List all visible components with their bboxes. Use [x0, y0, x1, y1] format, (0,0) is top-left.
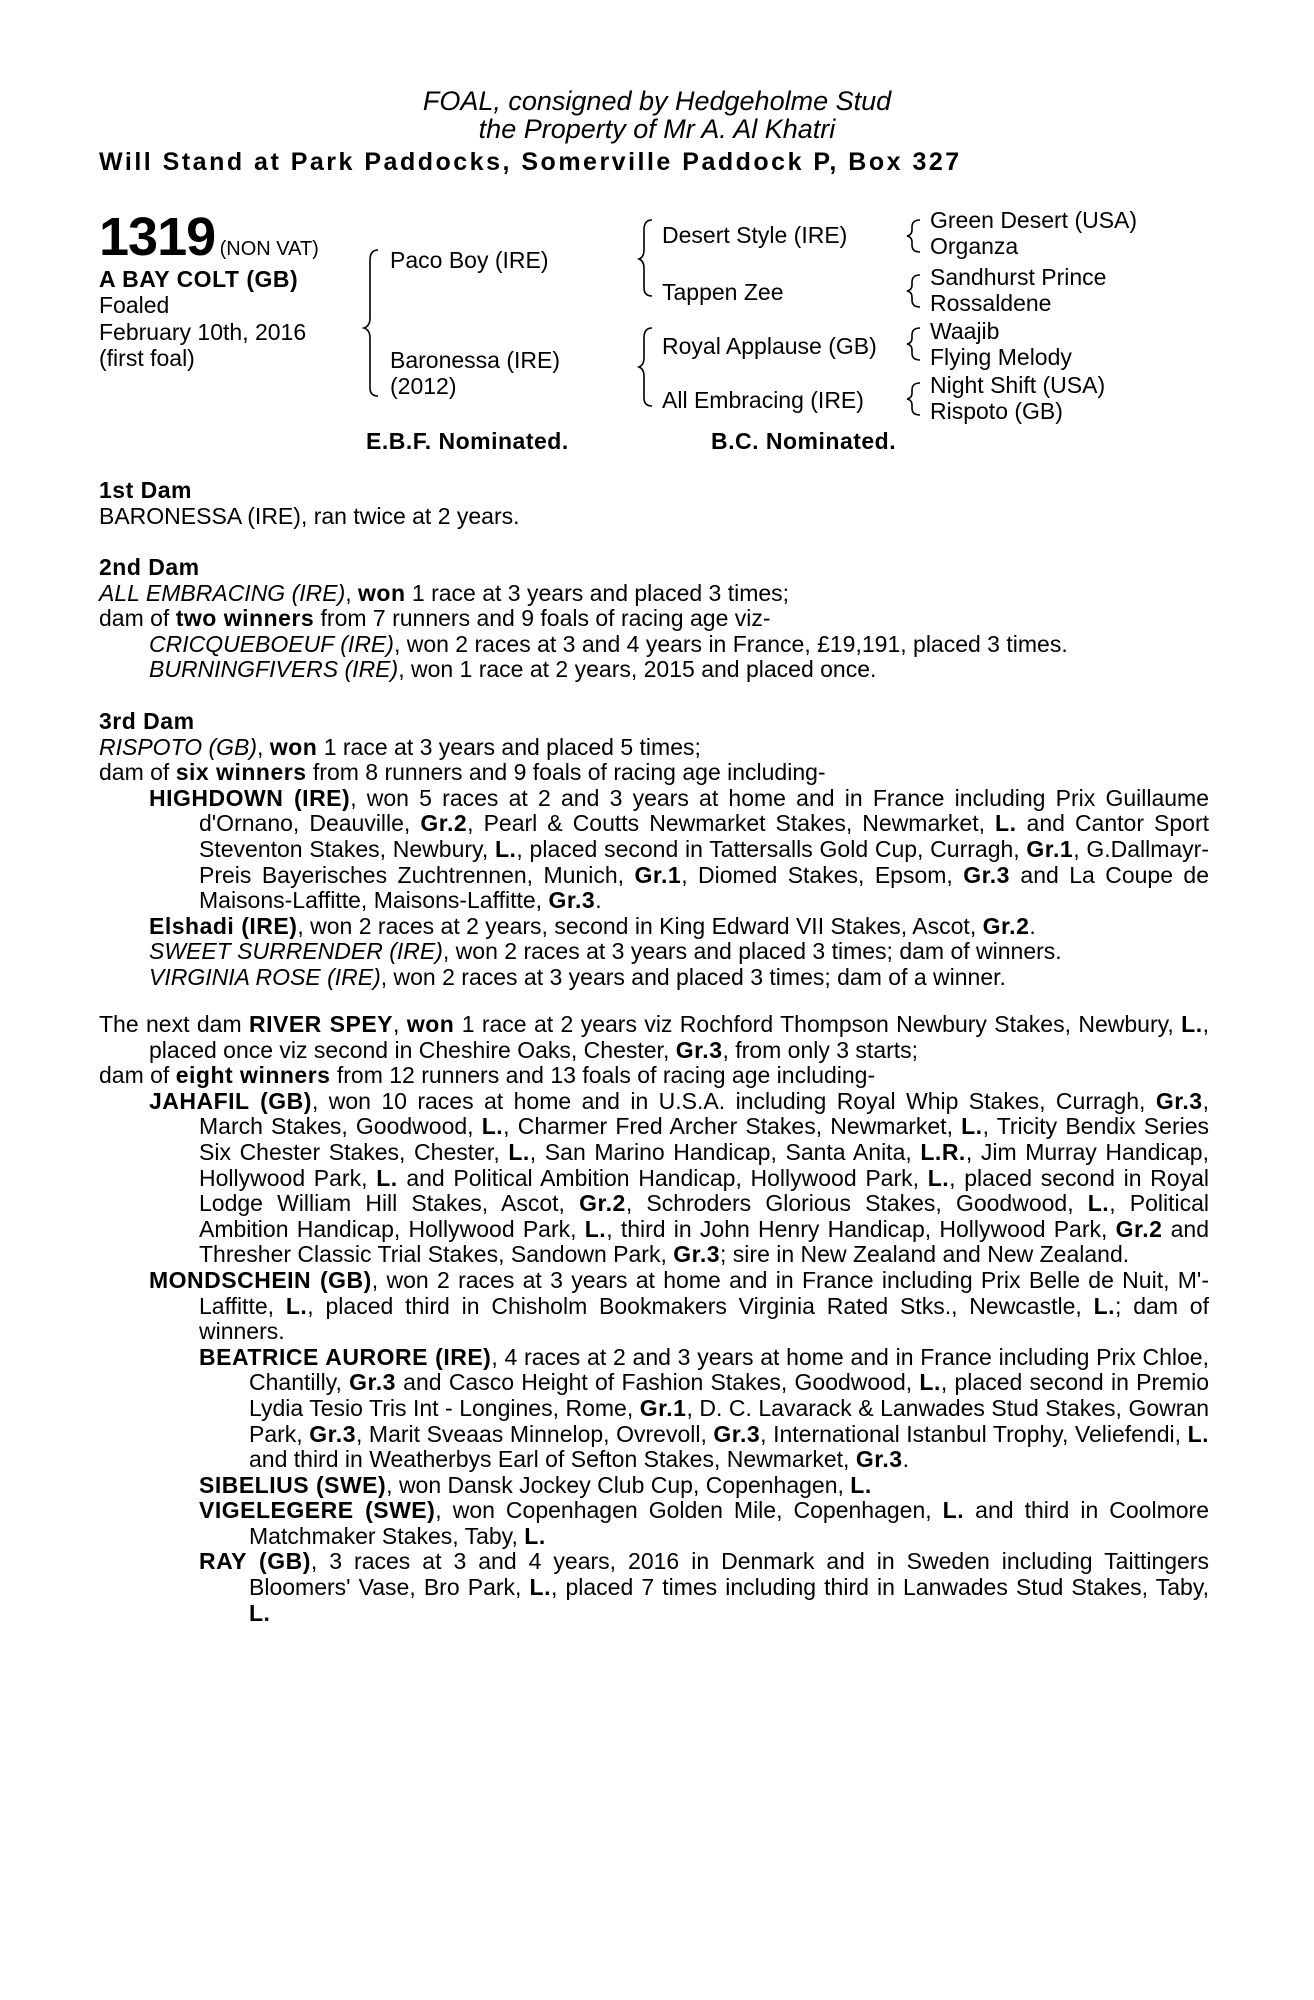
second-dam-name: ALL EMBRACING (IRE) — [99, 579, 346, 606]
second-dam-produce: dam of two winners from 7 runners and 9 foals of racing age viz- — [99, 605, 771, 632]
produce-highdown: HIGHDOWN (IRE), won 5 races at 2 and 3 years at home and in France including Prix Guillaume d'Ornano, Deauville, Gr.2, Pearl & Coutts Newmarket Stakes, Newmarket, L. and Cantor Sport Steventon Stakes, Newbury, L., placed second in Tattersalls Gold Cup, Curragh, Gr.1, G.Dallmayr-Preis Bayerisches Zuchtrennen, Munich, Gr.1, Diomed Stakes, Epsom, Gr.3 and La Coupe de Maisons-Laffitte, Maisons-Laffitte, Gr.3. — [149, 784, 1209, 914]
third-dam-heading: 3rd Dam — [99, 708, 195, 734]
produce-sweet-surrender: SWEET SURRENDER (IRE), won 2 races at 3 years and placed 3 times; dam of winners. — [149, 938, 1062, 965]
vat-status: (NON VAT) — [219, 238, 319, 260]
foaled-label: Foaled — [99, 292, 170, 318]
ebf-nomination: E.B.F. Nominated. — [366, 428, 569, 454]
pedigree-sire: Paco Boy (IRE) — [390, 247, 549, 273]
first-dam-name: BARONESSA (IRE) — [99, 502, 301, 529]
lot-title: A BAY COLT (GB) — [99, 266, 299, 292]
bracket-ds — [907, 328, 920, 360]
produce-beatrice-aurore: BEATRICE AURORE (IRE), 4 races at 2 and 3 years at home and in France including Prix Chloe, Chantilly, Gr.3 and Casco Height of Fashion Stakes, Goodwood, L., placed second in Premio Lydia Tesio Tris Int - Longines, Rome, Gr.1, D. C. Lavarack & Lanwades Stud Stakes, Gowran Park, Gr.3, Marit Sveaas Minnelop, Ovrevoll, Gr.3, International Istanbul Trophy, Veliefendi, L. and third in Weatherbys Earl of Sefton Stakes, Newmarket, Gr.3. — [199, 1343, 1210, 1473]
produce-vigelegere: VIGELEGERE (SWE), won Copenhagen Golden Mile, Copenhagen, L. and third in Coolmore Matchmaker Stakes, Taby, L. — [199, 1497, 1209, 1549]
pedigree-dam-sire: Royal Applause (GB) — [662, 333, 877, 359]
foaled-date: February 10th, 2016 — [99, 319, 307, 345]
pedigree-dds: Night Shift (USA) — [930, 372, 1106, 398]
bracket-sd — [907, 275, 920, 307]
third-dam-name: RISPOTO (GB) — [99, 733, 258, 760]
produce-elshadi: Elshadi (IRE), won 2 races at 2 years, second in King Edward VII Stakes, Ascot, Gr.2. — [149, 912, 1036, 939]
bc-nomination: B.C. Nominated. — [711, 428, 897, 454]
produce-cricqueboeuf: CRICQUEBOEUF (IRE), won 2 races at 3 and 4 years in France, £19,191, placed 3 times. — [149, 630, 1068, 657]
pedigree-dss: Waajib — [930, 318, 1000, 344]
property-line: the Property of Mr A. Al Khatri — [478, 114, 836, 144]
third-dam-section — [99, 709, 1209, 991]
first-dam-heading: 1st Dam — [99, 477, 192, 503]
fourth-dam-produce: dam of eight winners from 12 runners and 13 foals of racing age including- — [99, 1062, 876, 1089]
fourth-dam-record: The next dam RIVER SPEY, won 1 race at 2 years viz Rochford Thompson Newbury Stakes, Newbury, L., placed once viz second in Cheshire Oaks, Chester, Gr.3, from only 3 starts; — [99, 1011, 1210, 1063]
pedigree-ssd: Organza — [930, 233, 1019, 259]
pedigree-sire-dam: Tappen Zee — [662, 279, 784, 305]
lot-number: 1319 — [99, 207, 216, 267]
pedigree-dam: Baronessa (IRE) — [390, 347, 561, 373]
produce-virginia-rose: VIRGINIA ROSE (IRE), won 2 races at 3 years and placed 3 times; dam of a winner. — [149, 963, 1006, 990]
third-dam-record: RISPOTO (GB), won 1 race at 3 years and placed 5 times; — [99, 733, 701, 760]
bracket-ss — [907, 220, 920, 252]
consignor-line: FOAL, consigned by Hedgeholme Stud — [422, 86, 892, 116]
bracket-sire — [639, 220, 652, 296]
second-dam-section — [99, 555, 1209, 683]
pedigree-sds: Sandhurst Prince — [930, 264, 1107, 290]
pedigree-sdd: Rossaldene — [930, 290, 1052, 316]
pedigree-dsd: Flying Melody — [930, 344, 1072, 370]
fourth-dam-name: RIVER SPEY — [248, 1011, 394, 1037]
second-dam-record: ALL EMBRACING (IRE), won 1 race at 3 years and placed 3 times; — [99, 579, 790, 606]
produce-ray: RAY (GB), 3 races at 3 and 4 years, 2016 in Denmark and in Sweden including Taittingers Bloomers' Vase, Bro Park, L., placed 7 times including third in Lanwades Stud Stakes, Taby, L. — [199, 1548, 1210, 1626]
first-dam-section — [99, 478, 1209, 529]
stand-location: Will Stand at Park Paddocks, Somerville Paddock P, Box 327 — [99, 148, 962, 176]
produce-mondschein: MONDSCHEIN (GB), won 2 races at 3 years at home and in France including Prix Belle de Nuit, M'-Laffitte, L., placed third in Chisholm Bookmakers Virginia Rated Stks., Newcastle, L.; dam of winners. — [149, 1266, 1209, 1345]
foal-note: (first foal) — [99, 345, 195, 371]
pedigree-dam-dam: All Embracing (IRE) — [662, 387, 864, 413]
third-dam-produce: dam of six winners from 8 runners and 9 foals of racing age including- — [99, 759, 826, 786]
pedigree-sire-sire: Desert Style (IRE) — [662, 222, 848, 248]
bracket-dam — [639, 328, 652, 406]
pedigree-sss: Green Desert (USA) — [930, 207, 1138, 233]
produce-jahafil: JAHAFIL (GB), won 10 races at home and in U.S.A. including Royal Whip Stakes, Curragh, Gr.3, March Stakes, Goodwood, L., Charmer Fred Archer Stakes, Newmarket, L., Tricity Bendix Series Six Chester Stakes, Chester, L., San Marino Handicap, Santa Anita, L.R., Jim Murray Handicap, Hollywood Park, L. and Political Ambition Handicap, Hollywood Park, L., placed second in Royal Lodge William Hill Stakes, Ascot, Gr.2, Schroders Glorious Stakes, Goodwood, L., Political Ambition Handicap, Hollywood Park, L., third in John Henry Handicap, Hollywood Park, Gr.2 and Thresher Classic Trial Stakes, Sandown Park, Gr.3; sire in New Zealand and New Zealand. — [149, 1087, 1209, 1268]
second-dam-heading: 2nd Dam — [99, 554, 200, 580]
produce-burningfivers: BURNINGFIVERS (IRE), won 1 race at 2 years, 2015 and placed once. — [149, 656, 877, 683]
first-dam-text: BARONESSA (IRE), ran twice at 2 years. — [99, 502, 520, 529]
produce-sibelius: SIBELIUS (SWE), won Dansk Jockey Club Cup, Copenhagen, L. — [199, 1471, 872, 1498]
pedigree-ddd: Rispoto (GB) — [930, 398, 1063, 424]
pedigree-dam-year: (2012) — [390, 373, 457, 399]
bracket-dd — [907, 383, 920, 415]
bracket-main — [364, 250, 378, 396]
fourth-dam-section — [99, 1012, 1209, 1626]
